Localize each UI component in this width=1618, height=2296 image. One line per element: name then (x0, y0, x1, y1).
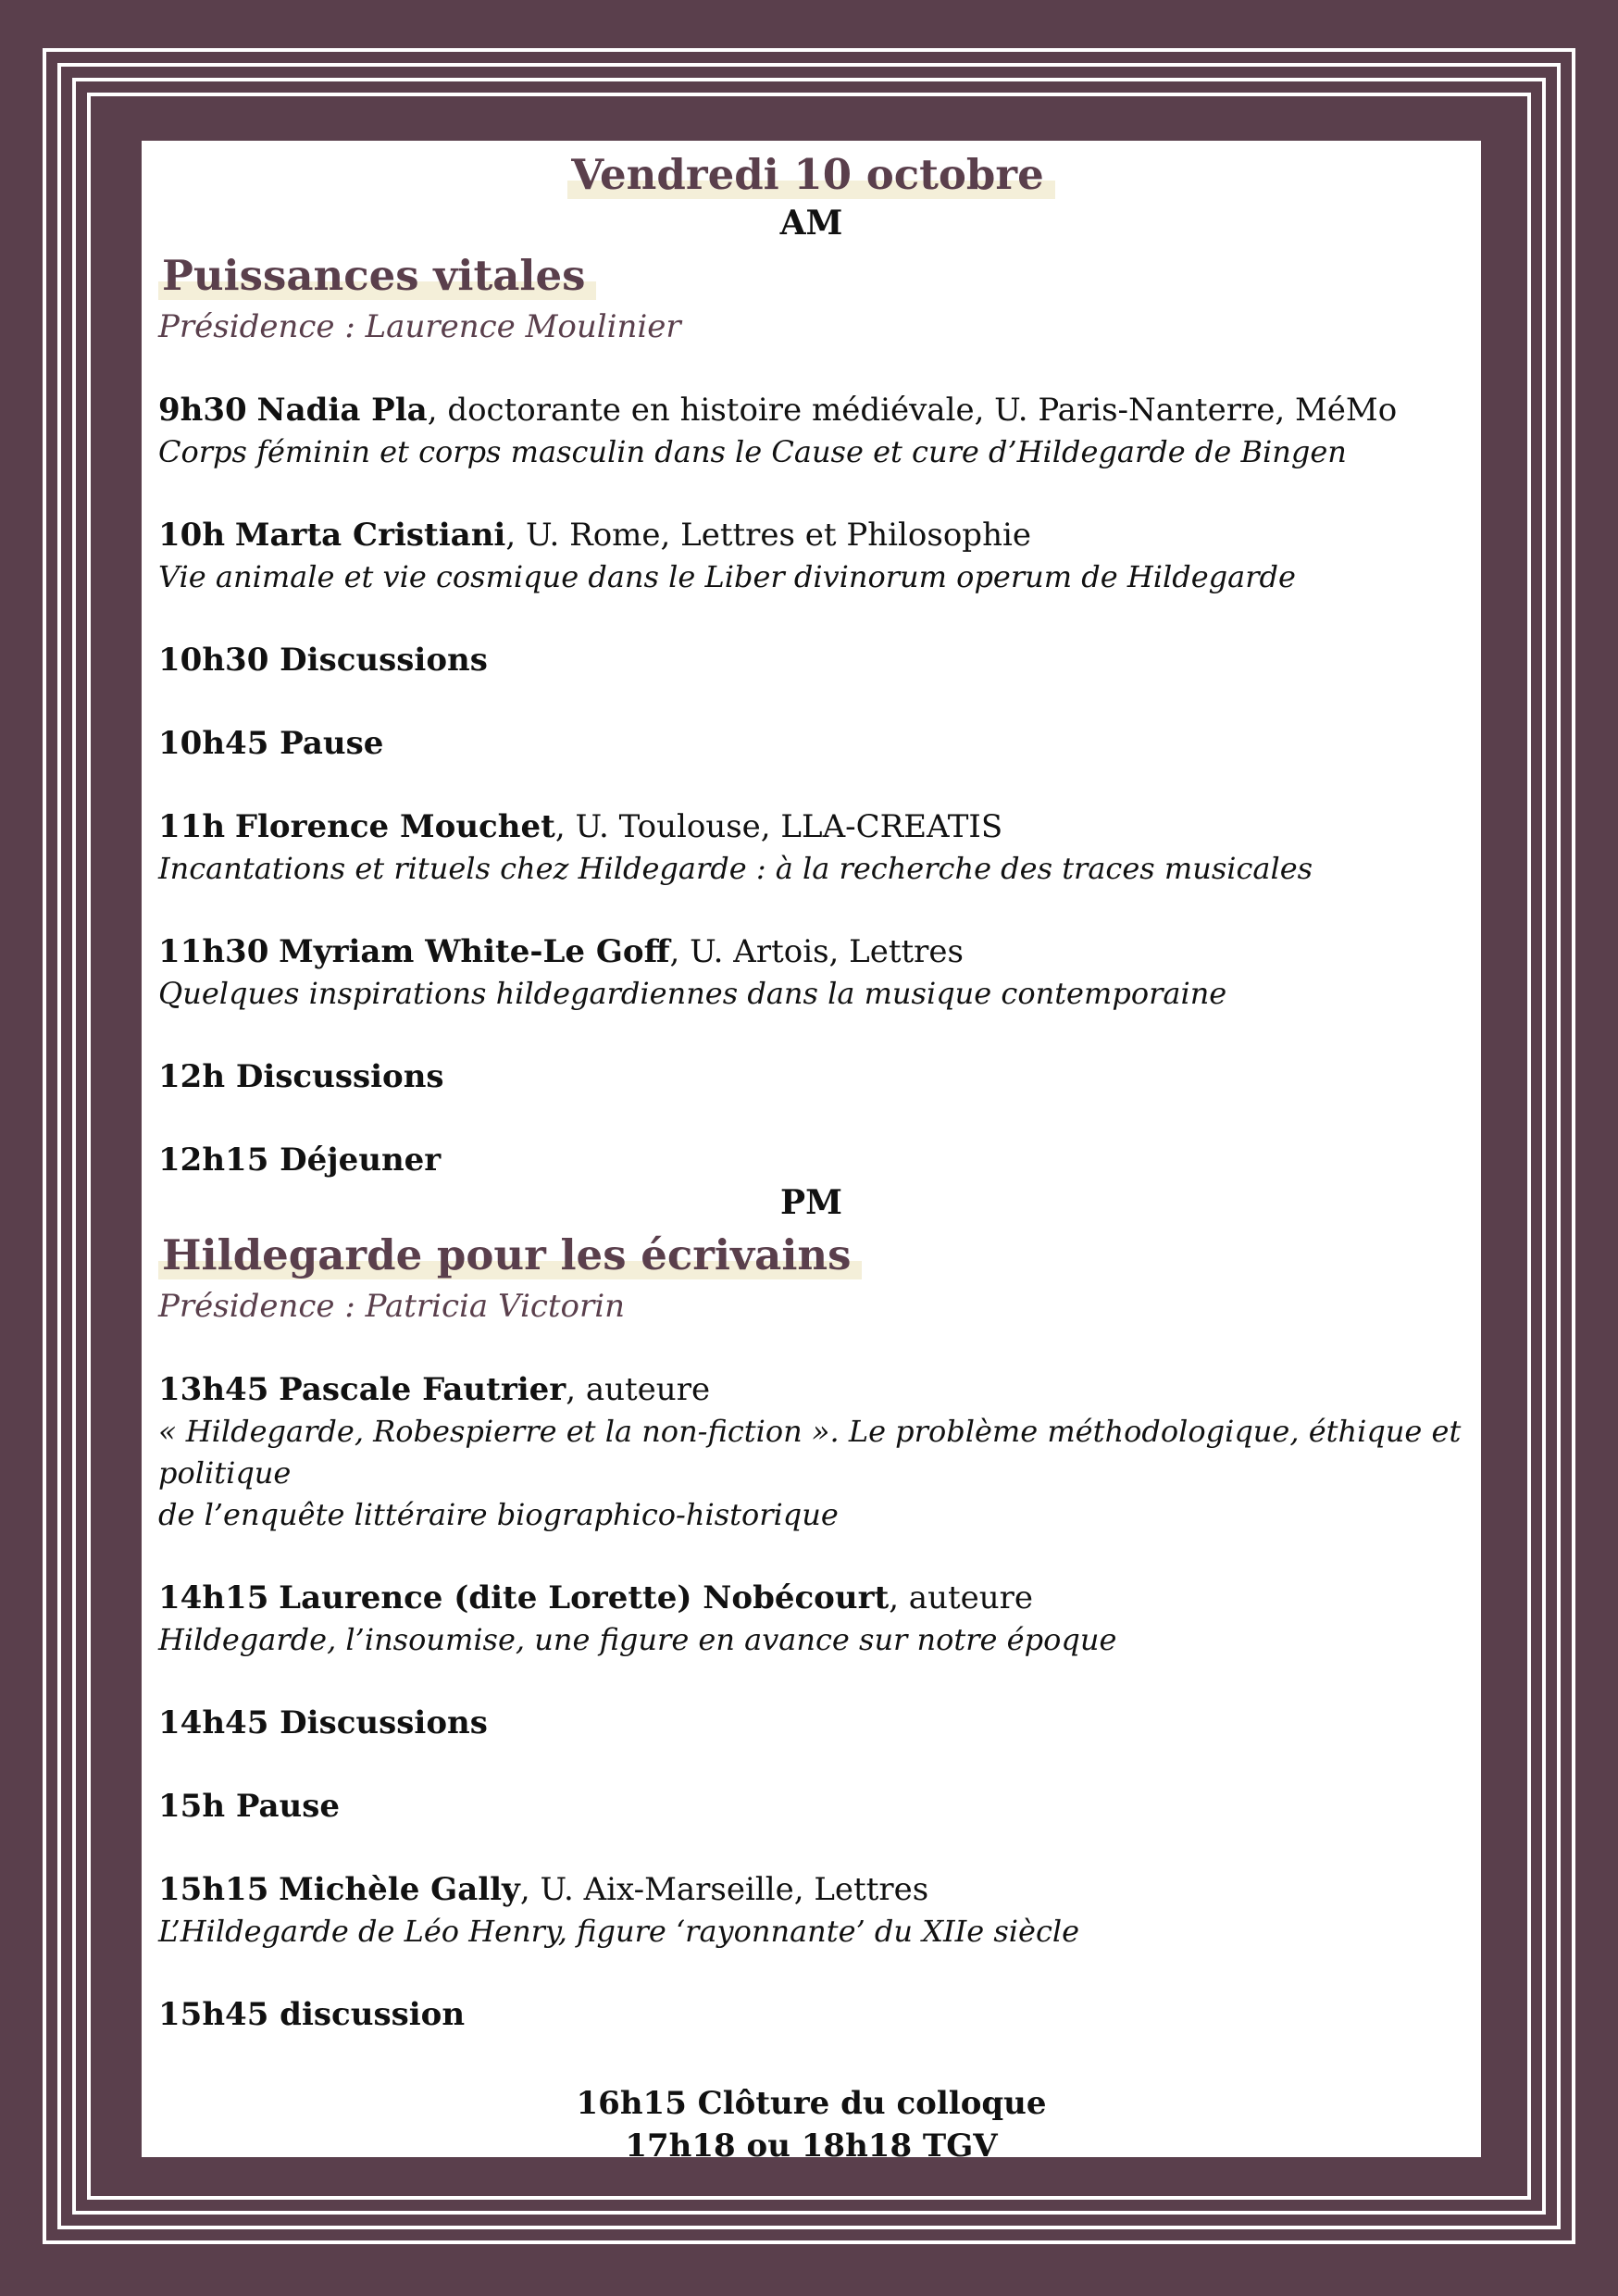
program-break: 10h45 Pause (158, 725, 384, 762)
entry-title: Corps féminin et corps masculin dans le Cause et cure d’Hildegarde de Bingen (158, 434, 1347, 469)
program-entry (158, 389, 1464, 473)
train-line: 17h18 ou 18h18 TGV (625, 2128, 998, 2165)
program-break: 14h45 Discussions (158, 1704, 488, 1741)
pm-label: PM (780, 1183, 842, 1222)
program-page (142, 141, 1481, 2165)
entry-speaker: Florence Mouchet (234, 808, 555, 845)
program-entry (158, 930, 1464, 1015)
entry-title: « Hildegarde, Robespierre et la non-fiction ». Le problème méthodologique, éthique et politique (158, 1414, 1462, 1491)
entry-time: 9h30 (158, 392, 247, 429)
day-heading: Vendredi 10 octobre (158, 146, 1464, 204)
entry-time: 15h15 (158, 1871, 269, 1908)
entry-affiliation: , U. Rome, Lettres et Philosophie (505, 517, 1031, 554)
entry-speaker: Marta Cristiani (234, 517, 506, 554)
program-entry (158, 1368, 1464, 1536)
program-break: 15h Pause (158, 1788, 341, 1825)
entry-speaker: Laurence (dite Lorette) Nobécourt (279, 1579, 890, 1616)
entry-affiliation: , U. Toulouse, LLA-CREATIS (554, 808, 1003, 845)
entry-title: Quelques inspirations hildegardiennes dans la musique contemporaine (158, 976, 1227, 1011)
program-break: 12h15 Déjeuner (158, 1142, 442, 1179)
am-label: AM (779, 204, 843, 243)
entry-time: 13h45 (158, 1371, 269, 1408)
entry-speaker: Nadia Pla (256, 392, 428, 429)
session-title-pm: Hildegarde pour les écrivains (158, 1226, 1464, 1285)
entry-title-cont: de l’enquête littéraire biographico-historique (158, 1497, 839, 1532)
entry-affiliation: , doctorante en histoire médiévale, U. Paris-Nanterre, MéMo (427, 392, 1398, 429)
presidence-am: Présidence : Laurence Moulinier (158, 308, 681, 345)
program-entry (158, 805, 1464, 890)
entry-time: 11h30 (158, 933, 269, 970)
entry-affiliation: , auteure (566, 1371, 711, 1408)
entry-title: Incantations et rituels chez Hildegarde : à la recherche des traces musicales (158, 851, 1313, 886)
entry-title: L’Hildegarde de Léo Henry, figure ‘rayonnante’ du XIIe siècle (158, 1914, 1080, 1949)
program-entry (158, 514, 1464, 598)
entry-affiliation: , auteure (889, 1579, 1034, 1616)
program-break: 12h Discussions (158, 1058, 444, 1095)
entry-time: 14h15 (158, 1579, 269, 1616)
entry-title: Hildegarde, l’insoumise, une figure en avance sur notre époque (158, 1622, 1117, 1657)
entry-time: 10h (158, 517, 226, 554)
program-break: 10h30 Discussions (158, 642, 488, 679)
session-title-am: Puissances vitales (158, 246, 1464, 306)
closing-block (158, 2082, 1464, 2167)
program-entry (158, 1577, 1464, 1661)
presidence-pm: Présidence : Patricia Victorin (158, 1288, 626, 1325)
entry-time: 11h (158, 808, 226, 845)
entry-affiliation: , U. Aix-Marseille, Lettres (519, 1871, 929, 1908)
entry-title: Vie animale et vie cosmique dans le Liber divinorum operum de Hildegarde (158, 559, 1296, 594)
entry-affiliation: , U. Artois, Lettres (669, 933, 964, 970)
program-break: 15h45 discussion (158, 1996, 466, 2033)
closing-line: 16h15 Clôture du colloque (576, 2085, 1047, 2122)
program-entry (158, 1868, 1464, 1953)
entry-speaker: Myriam White-Le Goff (279, 933, 670, 970)
entry-speaker: Pascale Fautrier (279, 1371, 566, 1408)
entry-speaker: Michèle Gally (279, 1871, 520, 1908)
